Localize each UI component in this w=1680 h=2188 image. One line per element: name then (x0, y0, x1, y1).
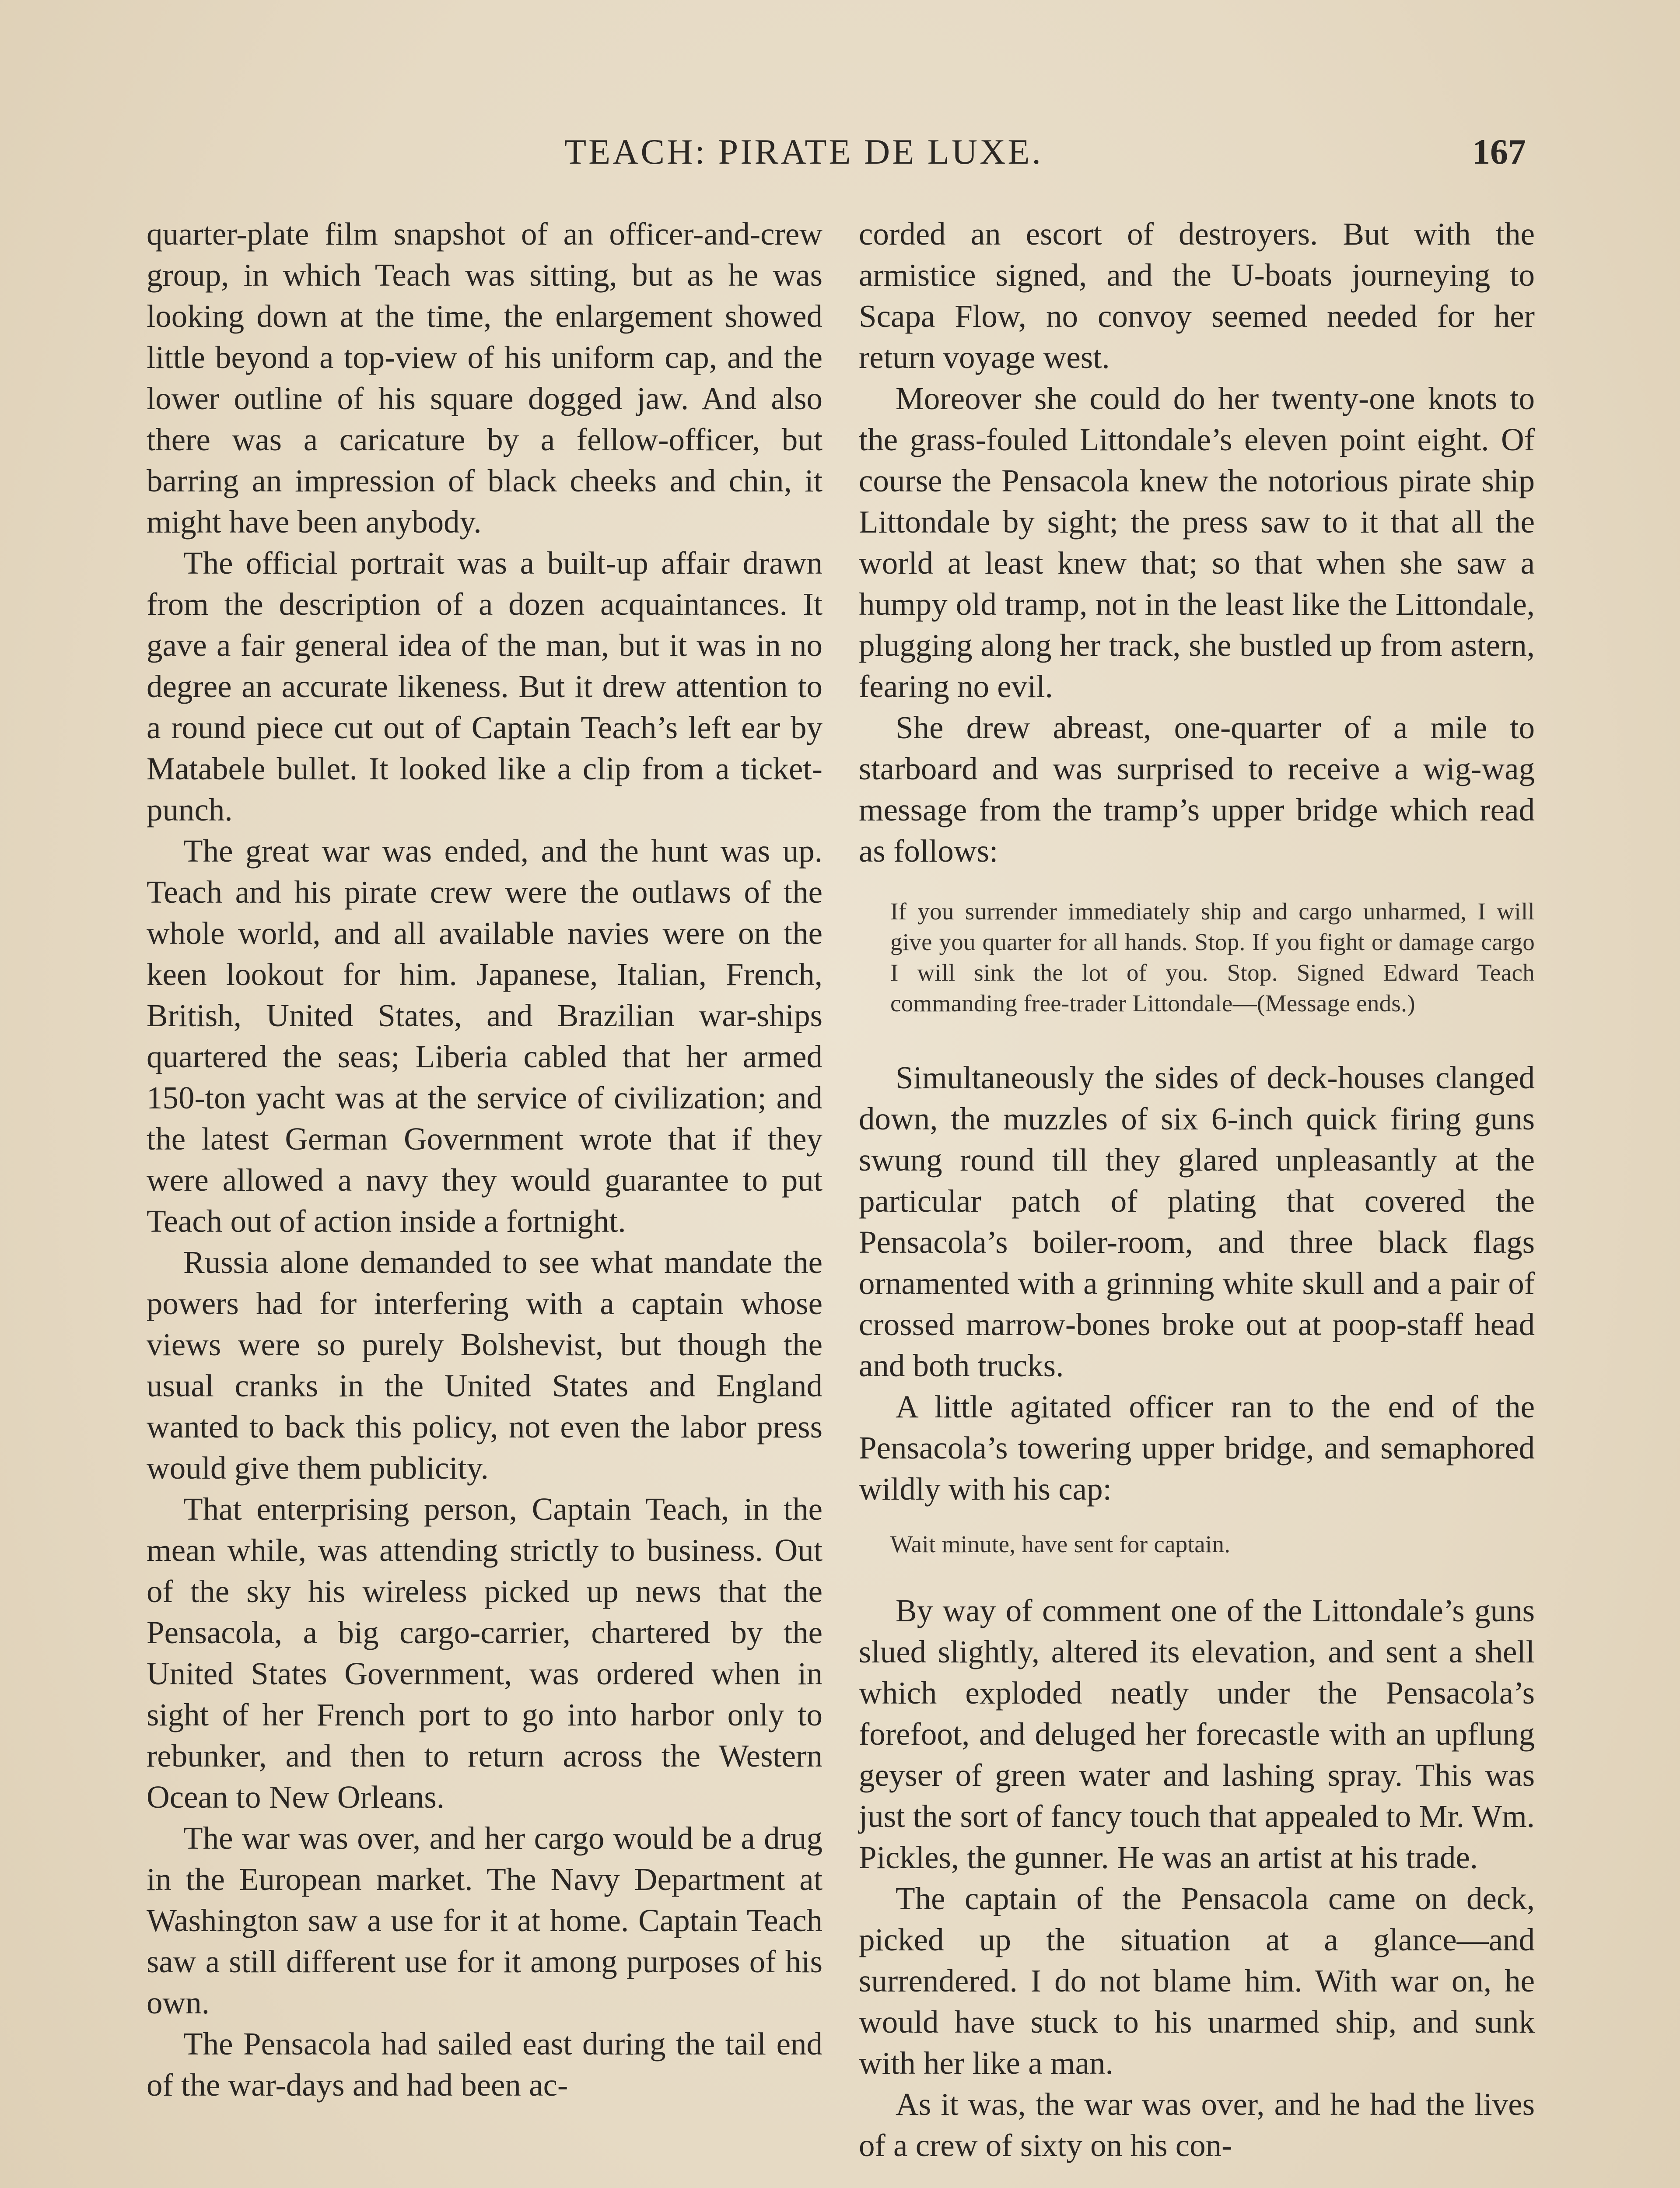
paragraph: Russia alone demanded to see what mandate the powers had for interfering with a captain whose views were so purely Bolshevist, but though the usual cranks in the United States and England wanted to back this policy, not even the labor press would give them publicity. (147, 1245, 822, 1486)
paragraph: The Pensacola had sailed east during the tail end of the war-days and had been ac- (147, 2026, 822, 2103)
paragraph: corded an escort of destroyers. But with the armistice signed, and the U-boats journeying to Scapa Flow, no convoy seemed needed for her return voyage west. (859, 216, 1535, 375)
paragraph: The captain of the Pensacola came on deck, picked up the situation at a glance—and surrendered. I do not blame him. With war on, he would have stuck to his unarmed ship, and sunk with her like a man. (859, 1881, 1535, 2081)
paragraph: Moreover she could do her twenty-one knots to the grass-fouled Littondale’s eleven point eight. Of course the Pensacola knew the notorious pirate ship Littondale by sight; the press saw to it that all the world at least knew that; so that when she saw a humpy old tramp, not in the least like the Littondale, plugging along her track, she bustled up from astern, fearing no evil. (859, 381, 1535, 704)
paragraph: A little agitated officer ran to the end of the Pensacola’s towering upper bridge, and semaphored wildly with his cap: (859, 1389, 1535, 1507)
paragraph: By way of comment one of the Littondale’s guns slued slightly, altered its elevation, and sent a shell which exploded neatly under the Pensacola’s forefoot, and deluged her forecastle with an upflung geyser of green water and lashing spray. This was just the sort of fancy touch that appealed to Mr. Wm. Pickles, the gunner. He was an artist at his trade. (859, 1593, 1535, 1875)
paragraph: The great war was ended, and the hunt was up. Teach and his pirate crew were the outlaws of the whole world, and all available navies were on the keen lookout for him. Japanese, Italian, French, British, United States, and Brazilian war-ships quartered the seas; Liberia cabled that her armed 150-ton yacht was at the service of civilization; and the latest German Government wrote that if they were allowed a navy they would guarantee to put Teach out of action inside a fortnight. (147, 833, 822, 1239)
paragraph: The official portrait was a built-up affair drawn from the description of a dozen acquaintances. It gave a fair general idea of the man, but it was in no degree an accurate likeness. But it drew attention to a round piece cut out of Captain Teach’s left ear by Matabele bullet. It looked like a clip from a ticket-punch. (147, 545, 822, 828)
paragraph: She drew abreast, one-quarter of a mile to starboard and was surprised to receive a wig-wag message from the tramp’s upper bridge which read as follows: (859, 710, 1535, 869)
left-column (147, 214, 822, 2106)
paragraph: The war was over, and her cargo would be a drug in the European market. The Navy Department at Washington saw a use for it at home. Captain Teach saw a still different use for it among purposes of his own. (147, 1820, 822, 2020)
right-column (859, 214, 1535, 2166)
semaphore-message: Wait minute, have sent for captain. (890, 1531, 1231, 1557)
paragraph: Simultaneously the sides of deck-houses clanged down, the muzzles of six 6-inch quick firing guns swung round till they glared unpleasantly at the particular patch of plating that covered the Pensacola’s boiler-room, and three black flags ornamented with a grinning white skull and a pair of crossed marrow-bones broke out at poop-staff head and both trucks. (859, 1060, 1535, 1383)
wig-wag-message: If you surrender immediately ship and cargo unharmed, I will give you quarter for all hands. Stop. If you fight or damage cargo I will sink the lot of you. Stop. Signed Edward Teach commanding free-trader Littondale—(Message ends.) (890, 898, 1535, 1017)
paragraph: As it was, the war was over, and he had the lives of a crew of sixty on his con- (859, 2086, 1535, 2163)
paragraph: That enterprising person, Captain Teach, in the mean while, was attending strictly to business. Out of the sky his wireless picked up news that the Pensacola, a big cargo-carrier, chartered by the United States Government, was ordered when in sight of her French port to go into harbor only to rebunker, and then to return across the Western Ocean to New Orleans. (147, 1491, 822, 1815)
paragraph: quarter-plate film snapshot of an officer-and-crew group, in which Teach was sitting, but as he was looking down at the time, the enlargement showed little beyond a top-view of his uniform cap, and the lower outline of his square dogged jaw. And also there was a caricature by a fellow-officer, but barring an impression of black cheeks and chin, it might have been anybody. (147, 216, 822, 540)
running-title: TEACH: PIRATE DE LUXE. (564, 132, 1043, 172)
page-number: 167 (1472, 132, 1526, 172)
